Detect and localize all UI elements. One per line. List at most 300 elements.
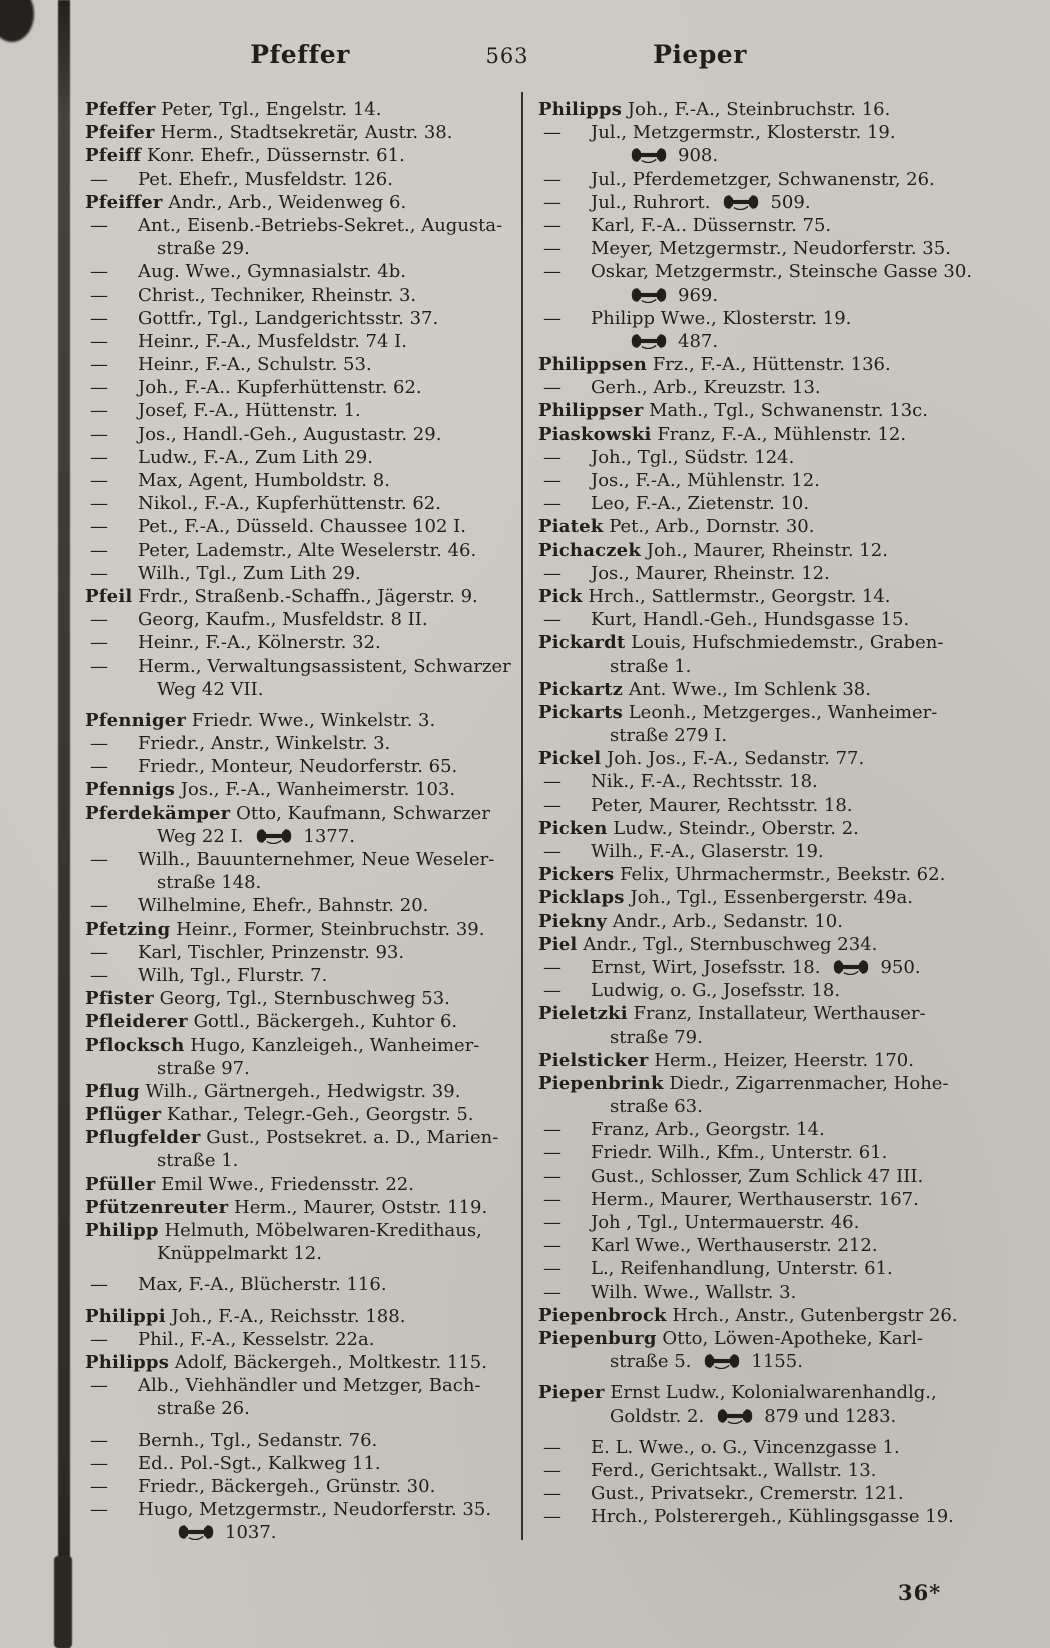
entry-text: Ernst, Wirt, Josefsstr. 18.	[591, 956, 821, 978]
entry-text: Friedr., Monteur, Neudorferstr. 65.	[138, 756, 458, 778]
entry-line-continuation	[85, 678, 527, 701]
entry-line-ditto	[538, 260, 980, 283]
entry-text: Bernh., Tgl., Sedanstr. 76.	[138, 1429, 378, 1451]
ditto-dash: —	[543, 1119, 561, 1141]
entry-text: Ludw., Steindr., Oberstr. 2.	[607, 817, 859, 839]
entry-line-ditto	[538, 1281, 980, 1304]
ditto-dash: —	[543, 1165, 561, 1187]
entry-text: straße 63.	[610, 1096, 703, 1118]
entry-line-ditto	[85, 399, 527, 422]
entry-line-ditto	[85, 1328, 527, 1351]
entry-text: Helmuth, Möbelwaren-Kredithaus,	[158, 1220, 482, 1241]
ditto-dash: —	[543, 609, 561, 631]
surname: Pickarts	[538, 701, 623, 723]
ditto-dash: —	[543, 446, 561, 468]
entry-line-ditto	[538, 1165, 980, 1188]
entry-text: Heinr., Former, Steinbruchstr. 39.	[170, 918, 485, 940]
entry-line-continuation	[538, 1095, 980, 1118]
phone-number: 879 und 1283.	[764, 1405, 897, 1427]
entry-line	[85, 918, 527, 941]
entry-line	[85, 1351, 527, 1374]
entry-line-continuation	[85, 825, 527, 848]
entry-line-ditto	[85, 1475, 527, 1498]
ditto-dash: —	[543, 493, 561, 515]
ditto-dash: —	[543, 1235, 561, 1257]
entry-text: Ludwig, o. G., Josefsstr. 18.	[591, 980, 841, 1002]
entry-line-ditto	[538, 376, 980, 399]
entry-line	[85, 1103, 527, 1126]
telephone-receiver-icon	[715, 1408, 755, 1424]
entry-line	[538, 1072, 980, 1095]
entry-text: Jos., F.-A., Mühlenstr. 12.	[591, 470, 820, 491]
entry-text: Hrch., Sattlermstr., Georgstr. 14.	[582, 585, 891, 607]
ditto-dash: —	[90, 493, 108, 515]
surname: Pfeifer	[85, 122, 155, 144]
entry-line	[538, 1381, 980, 1404]
entry-line	[85, 778, 527, 801]
entry-line	[85, 1219, 527, 1242]
entry-line-ditto	[85, 515, 527, 538]
entry-text: Andr., Arb., Sedanstr. 10.	[607, 910, 843, 932]
entry-line-continuation	[538, 1026, 980, 1049]
entry-line-ditto	[85, 284, 527, 307]
book-gutter-shadow	[58, 0, 70, 1648]
entry-text: Gottl., Bäckergeh., Kuhtor 6.	[187, 1011, 458, 1033]
entry-line-ditto	[538, 121, 980, 144]
ditto-dash: —	[90, 516, 108, 538]
entry-line-ditto	[538, 1257, 980, 1280]
ditto-dash: —	[90, 849, 108, 870]
ditto-dash: —	[543, 238, 561, 260]
entry-line-phone	[538, 330, 980, 353]
entry-text: Frdr., Straßenb.-Schaffn., Jägerstr. 9.	[132, 585, 478, 607]
ditto-dash: —	[90, 941, 108, 963]
entry-line-ditto	[538, 492, 980, 515]
entry-text: Pet. Ehefr., Musfeldstr. 126.	[138, 168, 393, 190]
entry-text: Franz, Installateur, Werthauser-	[627, 1003, 926, 1025]
surname: Pieper	[538, 1382, 605, 1404]
entry-text: straße 1.	[610, 655, 692, 677]
entry-line-ditto	[538, 1188, 980, 1211]
ditto-dash: —	[90, 609, 108, 631]
entry-line	[538, 1327, 980, 1350]
entry-text: Wilhelmine, Ehefr., Bahnstr. 20.	[138, 895, 429, 917]
entry-text: straße 279 I.	[610, 725, 728, 747]
entry-line-continuation	[85, 1057, 527, 1080]
entry-text: Joh., Tgl., Südstr. 124.	[591, 446, 795, 468]
entry-line-ditto	[538, 1459, 980, 1482]
entry-line-ditto	[538, 214, 980, 237]
entry-line	[85, 709, 527, 732]
entry-text: Hrch., Polsterergeh., Kühlingsgasse 19.	[591, 1506, 954, 1528]
ditto-dash: —	[90, 284, 108, 306]
entry-line-ditto	[538, 191, 980, 214]
entry-line-continuation	[85, 1242, 527, 1265]
entry-line	[85, 121, 527, 144]
ditto-dash: —	[543, 562, 561, 584]
entry-text: Gust., Privatsekr., Cremerstr. 121.	[591, 1483, 904, 1505]
entry-text: straße 5.	[610, 1351, 692, 1373]
surname: Pichaczek	[538, 539, 641, 561]
printers-signature-mark: 36*	[898, 1580, 942, 1605]
entry-text: Herm., Verwaltungsassistent, Schwarzer	[138, 655, 511, 677]
ditto-dash: —	[543, 1142, 561, 1164]
entry-line-phone	[85, 1521, 527, 1544]
entry-text: Jul., Ruhrort.	[591, 191, 711, 213]
entry-line-continuation	[538, 1350, 980, 1373]
ditto-dash: —	[543, 1483, 561, 1505]
entry-text: straße 29.	[157, 238, 250, 260]
surname: Piaskowski	[538, 423, 652, 445]
entry-text: Oskar, Metzgermstr., Steinsche Gasse 30.	[591, 261, 973, 283]
ditto-dash: —	[543, 214, 561, 236]
surname: Pieletzki	[538, 1003, 628, 1025]
surname: Pfeiff	[85, 145, 142, 167]
entry-line-ditto	[538, 840, 980, 863]
page-number: 563	[485, 44, 529, 68]
entry-line	[538, 1049, 980, 1072]
phone-number: 487.	[678, 330, 719, 352]
entry-text: Andr., Arb., Weidenweg 6.	[162, 191, 407, 213]
entry-text: Weg 42 VII.	[157, 678, 264, 700]
entry-text: Heinr., F.-A., Musfeldstr. 74 I.	[138, 330, 407, 352]
entry-text: Hrch., Anstr., Gutenbergstr 26.	[666, 1304, 958, 1326]
ditto-dash: —	[90, 632, 108, 654]
entry-text: Ferd., Gerichtsakt., Wallstr. 13.	[591, 1459, 877, 1481]
entry-line	[538, 539, 980, 562]
entry-line-ditto	[85, 423, 527, 446]
entry-text: E. L. Wwe., o. G., Vincenzgasse 1.	[591, 1436, 900, 1458]
entry-line	[85, 1196, 527, 1219]
entry-text: Ludw., F.-A., Zum Lith 29.	[138, 446, 373, 468]
surname: Pferdekämper	[85, 802, 231, 824]
ditto-dash: —	[90, 895, 108, 917]
entry-text: Leo, F.-A., Zietenstr. 10.	[591, 493, 810, 515]
entry-line-ditto	[85, 330, 527, 353]
entry-text: Georg, Kaufm., Musfeldstr. 8 II.	[138, 609, 428, 631]
entry-text: Alb., Viehhändler und Metzger, Bach-	[138, 1375, 481, 1397]
ditto-dash: —	[90, 214, 108, 236]
entry-text: Max, F.-A., Blücherstr. 116.	[138, 1274, 387, 1296]
entry-line-ditto	[538, 1505, 980, 1528]
surname: Philipps	[85, 1351, 170, 1373]
surname: Piepenbrink	[538, 1072, 664, 1094]
surname: Philipp	[85, 1220, 159, 1241]
telephone-receiver-icon	[702, 1353, 742, 1369]
surname: Pfeil	[85, 585, 133, 607]
entry-line-phone	[538, 284, 980, 307]
entry-line	[538, 353, 980, 376]
entry-line-ditto	[85, 469, 527, 492]
surname: Pickers	[538, 864, 615, 886]
entry-line-ditto	[85, 1452, 527, 1475]
entry-text: Meyer, Metzgermstr., Neudorferstr. 35.	[591, 238, 951, 260]
entry-line-ditto	[85, 446, 527, 469]
entry-line-ditto	[85, 168, 527, 191]
entry-line	[85, 191, 527, 214]
entry-line-ditto	[538, 1482, 980, 1505]
entry-text: Joh., F.-A., Steinbruchstr. 16.	[622, 99, 891, 120]
entry-text: Weg 22 I.	[157, 825, 244, 847]
ditto-dash: —	[90, 1452, 108, 1474]
ditto-dash: —	[543, 1281, 561, 1303]
ditto-dash: —	[90, 354, 108, 376]
entry-text: Leonh., Metzgerges., Wanheimer-	[623, 701, 938, 723]
surname: Pfüller	[85, 1173, 156, 1195]
ditto-dash: —	[90, 423, 108, 445]
ditto-dash: —	[543, 1506, 561, 1528]
entry-line	[538, 863, 980, 886]
entry-text: Hugo, Kanzleigeh., Wanheimer-	[184, 1034, 480, 1056]
entry-line-ditto	[85, 214, 527, 237]
entry-line-ditto	[85, 964, 527, 987]
entry-line-continuation	[85, 237, 527, 260]
entry-line-ditto	[85, 1273, 527, 1296]
entry-text: Jos., Handl.-Geh., Augustastr. 29.	[138, 423, 442, 445]
ditto-dash: —	[90, 1475, 108, 1497]
surname: Pflug	[85, 1080, 140, 1102]
entry-line-ditto	[85, 732, 527, 755]
entry-text: Herm., Maurer, Werthauserstr. 167.	[591, 1188, 919, 1210]
ditto-dash: —	[543, 1258, 561, 1280]
entry-text: Heinr., F.-A., Kölnerstr. 32.	[138, 632, 381, 654]
surname: Pick	[538, 585, 583, 607]
ditto-dash: —	[90, 446, 108, 468]
entry-line	[85, 1010, 527, 1033]
entry-text: straße 1.	[157, 1150, 239, 1172]
entry-line	[85, 1080, 527, 1103]
entry-line-continuation	[538, 1405, 980, 1428]
ditto-dash: —	[90, 1375, 108, 1397]
entry-text: Nikol., F.-A., Kupferhüttenstr. 62.	[138, 493, 441, 515]
entry-text: Kurt, Handl.-Geh., Hundsgasse 15.	[591, 609, 910, 631]
entry-text: Max, Agent, Humboldstr. 8.	[138, 470, 390, 491]
entry-line-ditto	[538, 1141, 980, 1164]
ditto-dash: —	[543, 841, 561, 862]
ditto-dash: —	[90, 1499, 108, 1521]
ditto-dash: —	[90, 733, 108, 755]
surname: Philippser	[538, 400, 644, 422]
surname: Piepenbrock	[538, 1304, 667, 1326]
entry-text: Heinr., F.-A., Schulstr. 53.	[138, 354, 372, 376]
entry-text: Kathar., Telegr.-Geh., Georgstr. 5.	[161, 1104, 474, 1126]
entry-line-continuation	[538, 655, 980, 678]
surname: Pfeiffer	[85, 191, 163, 213]
entry-text: Wilh., Bauunternehmer, Neue Weseler-	[138, 849, 495, 870]
entry-line-ditto	[538, 1118, 980, 1141]
ditto-dash: —	[90, 470, 108, 491]
ditto-dash: —	[543, 261, 561, 283]
surname: Pfennigs	[85, 779, 176, 801]
entry-text: straße 148.	[157, 872, 262, 894]
entry-text: Joh., F.-A., Reichsstr. 188.	[165, 1305, 406, 1327]
entry-text: L., Reifenhandlung, Unterstr. 61.	[591, 1258, 893, 1280]
surname: Pickartz	[538, 678, 624, 700]
entry-line	[538, 98, 980, 121]
telephone-receiver-icon	[831, 959, 871, 975]
entry-line-ditto	[538, 956, 980, 979]
entry-text: Pet., Arb., Dornstr. 30.	[603, 516, 815, 538]
surname: Pfützenreuter	[85, 1196, 229, 1218]
entry-text: Otto, Kaufmann, Schwarzer	[230, 802, 490, 824]
phone-number: 1037.	[225, 1522, 277, 1544]
entry-line-ditto	[538, 1436, 980, 1459]
ditto-dash: —	[543, 191, 561, 213]
entry-text: Josef, F.-A., Hüttenstr. 1.	[138, 400, 361, 422]
entry-line-ditto	[85, 755, 527, 778]
ditto-dash: —	[543, 956, 561, 978]
entry-text: straße 97.	[157, 1057, 250, 1079]
entry-text: Friedr., Bäckergeh., Grünstr. 30.	[138, 1475, 436, 1497]
entry-text: Knüppelmarkt 12.	[157, 1243, 322, 1265]
surname: Piekny	[538, 910, 608, 932]
entry-line-ditto	[538, 1211, 980, 1234]
entry-line-continuation	[85, 1397, 527, 1420]
surname: Pflugfelder	[85, 1127, 201, 1149]
entry-text: Ant., Eisenb.-Betriebs-Sekret., Augusta-	[138, 214, 503, 236]
entry-text: Jul., Metzgermstr., Klosterstr. 19.	[591, 122, 896, 144]
entry-text: Wilh., Gärtnergeh., Hedwigstr. 39.	[139, 1080, 461, 1102]
ditto-dash: —	[90, 1328, 108, 1350]
entry-text: Georg, Tgl., Sternbuschweg 53.	[153, 988, 450, 1010]
entry-text: Math., Tgl., Schwanenstr. 13c.	[643, 400, 928, 422]
ditto-dash: —	[543, 377, 561, 399]
entry-text: Gust., Schlosser, Zum Schlick 47 III.	[591, 1165, 924, 1187]
entry-text: Pet., F.-A., Düsseld. Chaussee 102 I.	[138, 516, 466, 538]
ditto-dash: —	[90, 655, 108, 677]
phone-number: 908.	[678, 145, 719, 167]
entry-line	[85, 1173, 527, 1196]
entry-text: Herm., Stadtsekretär, Austr. 38.	[154, 122, 453, 144]
surname: Pielsticker	[538, 1049, 649, 1071]
entry-line-continuation	[85, 1149, 527, 1172]
telephone-receiver-icon	[254, 828, 294, 844]
entry-line	[538, 817, 980, 840]
entry-line	[538, 631, 980, 654]
entry-line	[85, 802, 527, 825]
entry-text: Diedr., Zigarrenmacher, Hohe-	[663, 1072, 949, 1094]
surname: Philippi	[85, 1305, 166, 1327]
entry-line-ditto	[85, 631, 527, 654]
ditto-dash: —	[90, 168, 108, 190]
entry-line-ditto	[85, 562, 527, 585]
entry-line-ditto	[538, 469, 980, 492]
entry-line	[85, 1034, 527, 1057]
entry-text: Herm., Maurer, Oststr. 119.	[228, 1196, 488, 1218]
entry-line	[538, 1002, 980, 1025]
surname: Pickardt	[538, 632, 626, 654]
entry-line-ditto	[85, 894, 527, 917]
entry-text: Felix, Uhrmachermstr., Beekstr. 62.	[614, 864, 946, 886]
entry-text: Peter, Lademstr., Alte Weselerstr. 46.	[138, 539, 477, 561]
entry-text: Joh. Jos., F.-A., Sedanstr. 77.	[601, 748, 865, 770]
entry-text: straße 79.	[610, 1026, 703, 1048]
ditto-dash: —	[543, 168, 561, 190]
entry-text: Wilh., F.-A., Glaserstr. 19.	[591, 841, 824, 862]
entry-text: Jul., Pferdemetzger, Schwanenstr, 26.	[591, 168, 935, 190]
header-keyword-right: Pieper	[653, 40, 747, 69]
ditto-dash: —	[543, 122, 561, 144]
entry-line-ditto	[538, 237, 980, 260]
ditto-dash: —	[90, 964, 108, 986]
surname: Picklaps	[538, 887, 625, 909]
scan-corner-smudge	[0, 0, 34, 42]
ditto-dash: —	[90, 562, 108, 584]
entry-line-phone	[538, 144, 980, 167]
ditto-dash: —	[90, 539, 108, 561]
entry-line	[85, 585, 527, 608]
ditto-dash: —	[90, 261, 108, 283]
entry-line	[538, 747, 980, 770]
surname: Pickel	[538, 748, 602, 770]
entry-text: straße 26.	[157, 1398, 250, 1420]
entry-line	[538, 585, 980, 608]
entry-text: Phil., F.-A., Kesselstr. 22a.	[138, 1328, 375, 1350]
ditto-dash: —	[90, 330, 108, 352]
entry-line-ditto	[85, 655, 527, 678]
phone-number: 1155.	[751, 1351, 803, 1373]
entry-line	[538, 399, 980, 422]
entry-text: Karl, Tischler, Prinzenstr. 93.	[138, 941, 405, 963]
entry-line-ditto	[85, 353, 527, 376]
entry-text: Herm., Heizer, Heerstr. 170.	[648, 1049, 914, 1071]
entry-text: Gust., Postsekret. a. D., Marien-	[200, 1127, 499, 1149]
entry-line	[538, 886, 980, 909]
entry-text: Karl Wwe., Werthauserstr. 212.	[591, 1235, 878, 1257]
surname: Piatek	[538, 516, 604, 538]
entry-line-ditto	[85, 1374, 527, 1397]
entry-line-ditto	[85, 1498, 527, 1521]
ditto-dash: —	[543, 771, 561, 793]
surname: Pfister	[85, 988, 154, 1010]
entry-text: Jos., Maurer, Rheinstr. 12.	[591, 562, 830, 584]
surname: Pfleiderer	[85, 1011, 188, 1033]
phone-number: 950.	[880, 956, 921, 978]
ditto-dash: —	[543, 1436, 561, 1458]
entry-text: Nik., F.-A., Rechtsstr. 18.	[591, 771, 818, 793]
entry-line	[538, 1304, 980, 1327]
surname: Philipps	[538, 99, 623, 120]
ditto-dash: —	[543, 794, 561, 816]
entry-line-ditto	[85, 941, 527, 964]
telephone-receiver-icon	[629, 287, 669, 303]
entry-line-ditto	[85, 307, 527, 330]
entry-line	[538, 933, 980, 956]
entry-text: Frz., F.-A., Hüttenstr. 136.	[646, 354, 891, 376]
entry-text: Friedr., Anstr., Winkelstr. 3.	[138, 733, 391, 755]
surname: Picken	[538, 817, 608, 839]
telephone-receiver-icon	[176, 1524, 216, 1540]
phone-number: 969.	[678, 284, 719, 306]
entry-line-ditto	[85, 260, 527, 283]
entry-text: Ant. Wwe., Im Schlenk 38.	[623, 678, 871, 700]
entry-text: Wilh., Tgl., Zum Lith 29.	[138, 562, 361, 584]
entry-line-ditto	[85, 492, 527, 515]
entry-line	[538, 515, 980, 538]
telephone-receiver-icon	[721, 194, 761, 210]
surname: Piel	[538, 933, 578, 955]
entry-text: Hugo, Metzgermstr., Neudorferstr. 35.	[138, 1499, 492, 1521]
entry-line-ditto	[85, 1429, 527, 1452]
entry-line	[538, 910, 980, 933]
entry-text: Louis, Hufschmiedemstr., Graben-	[625, 632, 944, 654]
entry-text: Jos., F.-A., Wanheimerstr. 103.	[175, 779, 456, 801]
entry-text: Joh , Tgl., Untermauerstr. 46.	[591, 1212, 860, 1233]
entry-text: Ernst Ludw., Kolonialwarenhandlg.,	[604, 1382, 937, 1404]
entry-line	[85, 1305, 527, 1328]
surname: Philippsen	[538, 354, 647, 376]
entry-text: Karl, F.-A.. Düssernstr. 75.	[591, 214, 832, 236]
